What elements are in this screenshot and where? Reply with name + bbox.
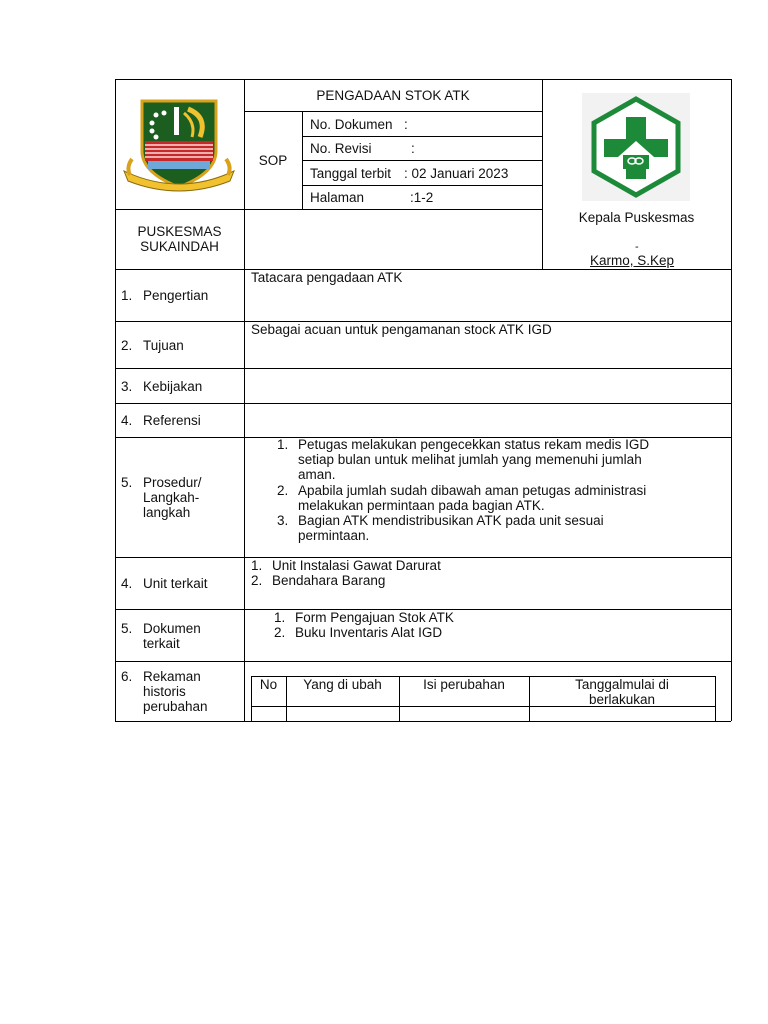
row-divider-3 [115, 368, 731, 369]
section-label-dokumen-line2: terkait [143, 636, 180, 651]
frame-left [115, 79, 116, 721]
list-item [251, 573, 551, 588]
list-item [274, 625, 574, 640]
section-label-referensi: Referensi [143, 413, 201, 428]
field-divider-2 [302, 160, 542, 161]
frame-right [731, 79, 732, 721]
section-label-rekaman-line1: Rekaman [143, 669, 201, 684]
list-item [251, 558, 551, 573]
list-item-text-line: permintaan. [298, 528, 370, 543]
section-label-rekaman-line3: perubahan [143, 699, 208, 714]
field-divider-3 [302, 185, 542, 186]
org-name-line2: SUKAINDAH [140, 239, 219, 254]
section-num-dokumen-terkait: 5. [121, 621, 133, 636]
field-label-halaman: Halaman [310, 190, 365, 205]
section-num-tujuan: 2. [121, 338, 133, 353]
section-label-dokumen-line1: Dokumen [143, 621, 201, 636]
section-label-pengertian: Pengertian [143, 288, 209, 303]
section-content-tujuan: Sebagai acuan untuk pengamanan stock ATK IGD [251, 322, 552, 337]
list-item [277, 483, 717, 513]
list-item-number: 1. [251, 558, 263, 573]
list-item-text-line: Bagian ATK mendistribusikan ATK pada unit sesuai [298, 513, 604, 528]
approver-mark: - [635, 241, 639, 253]
row-divider-1 [115, 269, 731, 270]
section-num-rekaman: 6. [121, 669, 133, 684]
section-num-pengertian: 1. [121, 288, 133, 303]
document-title: PENGADAAN STOK ATK [316, 88, 470, 103]
section-label-prosedur-line3: langkah [143, 505, 191, 520]
field-label-tanggal-terbit: Tanggal terbit [310, 166, 392, 181]
field-value-tanggal-terbit: : 02 Januari 2023 [404, 166, 509, 181]
section-num-referensi: 4. [121, 413, 133, 428]
puskesmas-cross-icon [582, 93, 690, 201]
logo-column-divider [542, 79, 543, 269]
section-label-prosedur-line2: Langkah- [143, 490, 200, 505]
field-label-no-dokumen: No. Dokumen [310, 117, 393, 132]
list-item-number: 3. [277, 513, 289, 528]
section-num-unit-terkait: 4. [121, 576, 133, 591]
list-item-text-line: melakukan permintaan pada bagian ATK. [298, 498, 545, 513]
header-divider [115, 209, 542, 210]
list-item-text-line: Petugas melakukan pengecekkan status rekam medis IGD [298, 437, 650, 452]
title-divider [244, 111, 542, 112]
field-value-no-dokumen: : [404, 117, 408, 132]
list-item [274, 610, 574, 625]
list-item-number: 2. [251, 573, 263, 588]
list-item-text-line: setiap bulan untuk melihat jumlah yang memenuhi jumlah [298, 452, 642, 467]
list-item-text: Bendahara Barang [272, 573, 386, 588]
approver-name: Karmo, S.Kep [590, 253, 675, 268]
section-label-rekaman-line2: historis [143, 684, 186, 699]
table-header-yang-di-ubah: Yang di ubah [303, 677, 382, 692]
list-item [277, 437, 717, 483]
list-item [277, 513, 717, 543]
section-label-unit-terkait: Unit terkait [143, 576, 208, 591]
field-label-no-revisi: No. Revisi [310, 141, 372, 156]
list-item-number: 2. [277, 483, 289, 498]
section-label-tujuan: Tujuan [143, 338, 184, 353]
approver-title: Kepala Puskesmas [578, 210, 695, 225]
list-item-text-line: Apabila jumlah sudah dibawah aman petugas administrasi [298, 483, 647, 498]
section-num-prosedur: 5. [121, 475, 133, 490]
table-header-tanggal-line2: berlakukan [588, 692, 656, 707]
table-header-isi-perubahan: Isi perubahan [423, 677, 505, 692]
label-column-divider [244, 79, 245, 721]
field-value-no-revisi: : [411, 141, 415, 156]
list-item-text: Unit Instalasi Gawat Darurat [272, 558, 441, 573]
field-value-halaman: :1-2 [410, 190, 434, 205]
section-num-kebijakan: 3. [121, 379, 133, 394]
list-item-text-line: aman. [298, 467, 336, 482]
list-item-number: 2. [274, 625, 286, 640]
list-item-text: Buku Inventaris Alat IGD [295, 625, 443, 640]
row-divider-8 [115, 661, 731, 662]
frame-top [115, 79, 731, 80]
section-label-prosedur-line1: Prosedur/ [143, 475, 202, 490]
table-col-line [715, 676, 716, 721]
table-header-no: No [259, 677, 278, 692]
org-name-line1: PUSKESMAS [137, 224, 222, 239]
list-item-text: Form Pengajuan Stok ATK [295, 610, 454, 625]
list-item-number: 1. [274, 610, 286, 625]
regional-crest-icon [122, 97, 236, 193]
list-item-number: 1. [277, 437, 289, 452]
row-divider-4 [115, 403, 731, 404]
section-label-kebijakan: Kebijakan [143, 379, 203, 394]
section-content-pengertian: Tatacara pengadaan ATK [251, 270, 403, 285]
table-header-tanggal-line1: Tanggalmulai di [575, 677, 669, 692]
frame-bottom [115, 721, 731, 722]
field-divider-1 [302, 136, 542, 137]
sop-label: SOP [258, 153, 288, 168]
